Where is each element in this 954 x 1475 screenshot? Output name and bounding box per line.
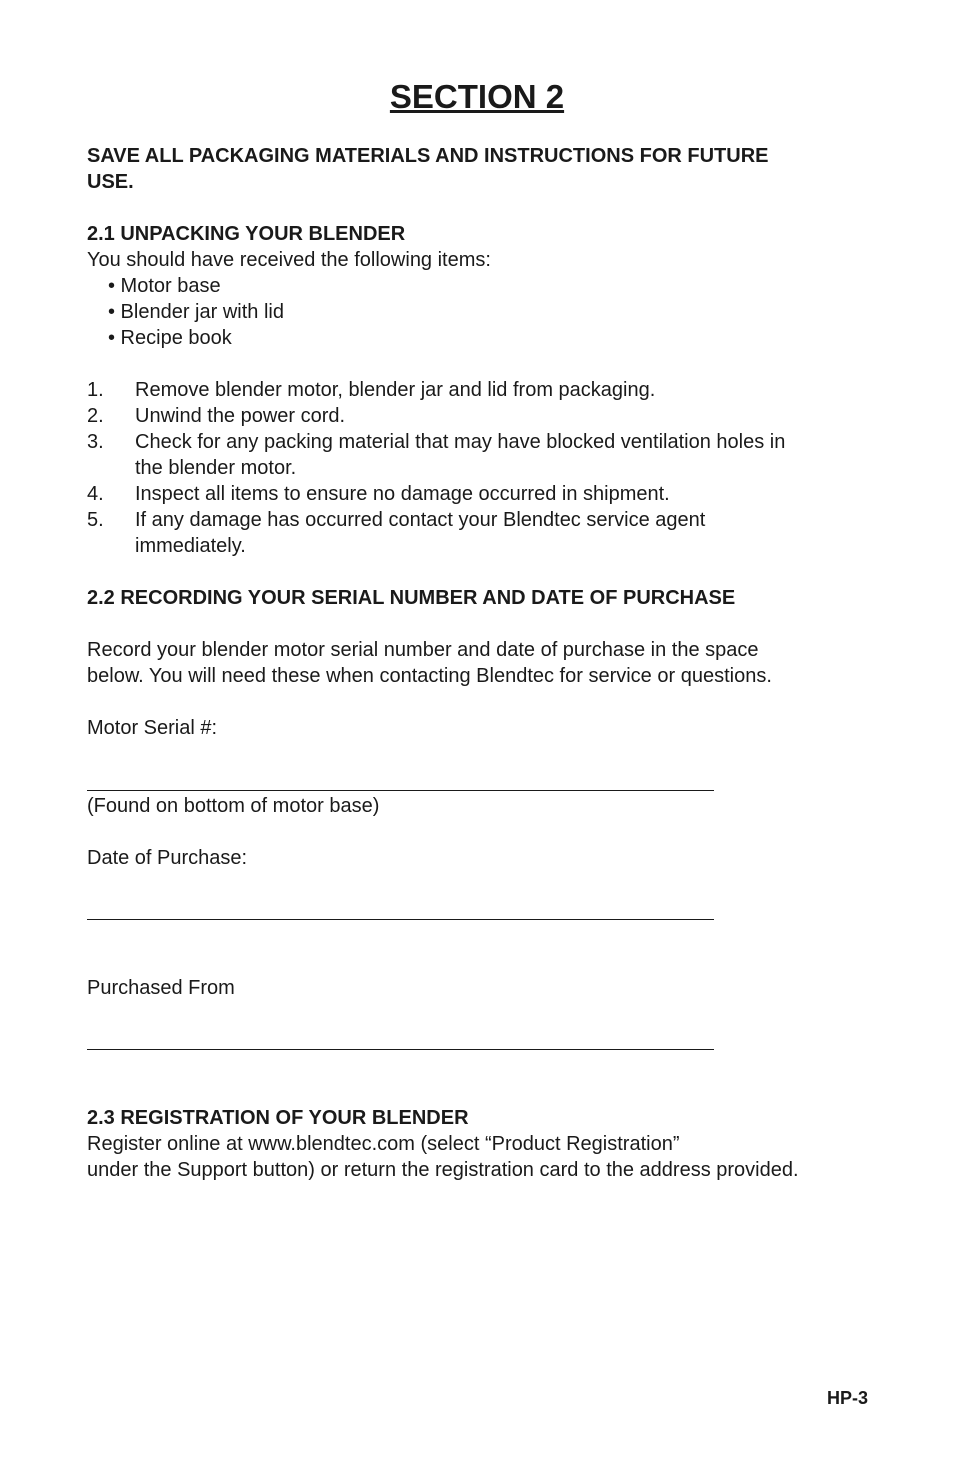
section-title: SECTION 2 <box>389 78 565 115</box>
page-number: HP-3 <box>826 1388 868 1408</box>
recording-body-line-2: below. You will need these when contacting Blendtec for service or questions. <box>87 665 772 687</box>
motor-serial-note: (Found on bottom of motor base) <box>87 795 380 817</box>
step-text-5-line-1: If any damage has occurred contact your Blendtec service agent <box>135 509 706 531</box>
purchased-from-write-line[interactable] <box>87 1049 714 1050</box>
step-number-2: 2. <box>87 405 104 427</box>
step-text-2: Unwind the power cord. <box>135 405 346 427</box>
registration-body-line-2: under the Support button) or return the registration card to the address provided. <box>87 1159 799 1181</box>
purchased-from-label: Purchased From <box>87 977 235 999</box>
date-of-purchase-label: Date of Purchase: <box>87 847 248 869</box>
step-text-4: Inspect all items to ensure no damage occurred in shipment. <box>135 483 670 505</box>
section-2-3-heading: 2.3 REGISTRATION OF YOUR BLENDER <box>87 1107 469 1129</box>
item-motor-base: • Motor base <box>108 275 221 297</box>
step-text-5-line-2: immediately. <box>135 535 246 557</box>
item-recipe-book: • Recipe book <box>108 327 232 349</box>
registration-body-line-1: Register online at www.blendtec.com (select “Product Registration” <box>87 1133 680 1155</box>
recording-body-line-1: Record your blender motor serial number and date of purchase in the space <box>87 639 759 661</box>
step-text-3-line-2: the blender motor. <box>135 457 297 479</box>
item-blender-jar: • Blender jar with lid <box>108 301 284 323</box>
motor-serial-write-line[interactable] <box>87 790 714 791</box>
unpacking-intro: You should have received the following items: <box>87 249 491 271</box>
step-number-4: 4. <box>87 483 104 505</box>
step-number-1: 1. <box>87 379 104 401</box>
step-number-5: 5. <box>87 509 104 531</box>
save-notice-line-1: SAVE ALL PACKAGING MATERIALS AND INSTRUCTIONS FOR FUTURE <box>87 145 769 167</box>
section-2-1-heading: 2.1 UNPACKING YOUR BLENDER <box>87 223 406 245</box>
step-number-3: 3. <box>87 431 104 453</box>
step-text-3-line-1: Check for any packing material that may have blocked ventilation holes in <box>135 431 786 453</box>
section-2-2-heading: 2.2 RECORDING YOUR SERIAL NUMBER AND DATE OF PURCHASE <box>87 587 736 609</box>
step-text-1: Remove blender motor, blender jar and lid from packaging. <box>135 379 656 401</box>
motor-serial-label: Motor Serial #: <box>87 717 218 739</box>
save-notice-line-2: USE. <box>87 171 134 193</box>
date-of-purchase-write-line[interactable] <box>87 919 714 920</box>
